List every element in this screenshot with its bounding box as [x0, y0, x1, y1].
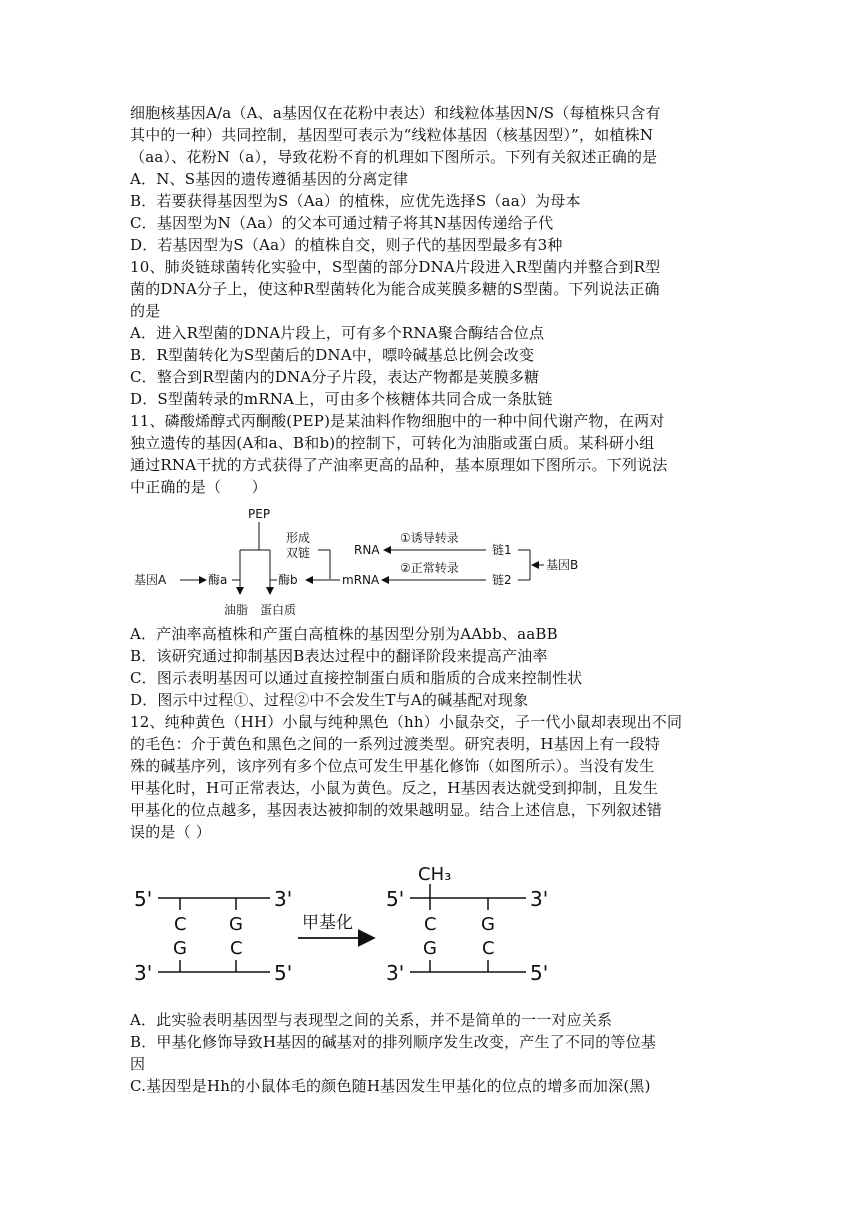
enzyme-b-label: 酶b [278, 573, 298, 587]
q11-option-a: A．产油率高植株和产蛋白高植株的基因型分别为AAbb、aaBB [130, 625, 558, 643]
right-bottom-g: G [423, 938, 437, 959]
protein-label: 蛋白质 [260, 603, 297, 617]
right-top-g: G [481, 914, 495, 935]
q9-option-b: B．若要获得基因型为S（Aa）的植株，应优先选择S（aa）为母本 [130, 192, 581, 210]
q10-option-b: B．R型菌转化为S型菌后的DNA中，嘌呤碱基总比例会改变 [130, 346, 535, 364]
q10-stem-line-2: 菌的DNA分子上，使这种R型菌转化为能合成荚膜多糖的S型菌。下列说法正确 [130, 280, 660, 298]
q9-stem-line-2: 其中的一种）共同控制，基因型可表示为“线粒体基因（核基因型）”，如植株N [130, 126, 654, 144]
q11-stem-line-3: 通过RNA干扰的方式获得了产油率更高的品种，基本原理如下图所示。下列说法 [130, 456, 668, 474]
step2-label: ②正常转录 [400, 561, 459, 575]
right-top-5prime: 5' [386, 887, 405, 911]
left-bottom-c: C [230, 938, 243, 959]
q12-option-b: B．甲基化修饰导致H基因的碱基对的排列顺序发生改变，产生了不同的等位基 [130, 1033, 657, 1051]
q11-stem-line-2: 独立遗传的基因(A和a、B和b)的控制下，可转化为油脂或蛋白质。某科研小组 [130, 434, 655, 452]
form-double-label-2: 双链 [286, 546, 311, 560]
methylation-diagram [128, 858, 568, 990]
q12-stem-line-1: 12、纯种黄色（HH）小鼠与纯种黑色（hh）小鼠杂交，子一代小鼠却表现出不同 [130, 713, 683, 731]
q11-option-b: B．该研究通过抑制基因B表达过程中的翻译阶段来提高产油率 [130, 647, 548, 665]
q10-stem-line-1: 10、肺炎链球菌转化实验中，S型菌的部分DNA片段进入R型菌内并整合到R型 [130, 258, 661, 276]
q11-option-c: C．图示表明基因可以通过直接控制蛋白质和脂质的合成来控制性状 [130, 669, 583, 687]
q9-stem-line-3: （aa）、花粉N（a），导致花粉不育的机理如下图所示。下列有关叙述正确的是 [130, 148, 658, 166]
left-top-g: G [229, 914, 243, 935]
left-top-3prime: 3' [274, 887, 293, 911]
q12-stem-line-5: 甲基化的位点越多，基因表达被抑制的效果越明显。结合上述信息，下列叙述错 [130, 801, 663, 819]
left-top-c: C [174, 914, 187, 935]
rna-label: RNA [354, 543, 380, 557]
left-bottom-5prime: 5' [274, 961, 293, 985]
chain1-label: 链1 [492, 543, 512, 557]
chain2-label: 链2 [492, 573, 512, 587]
right-bottom-c: C [482, 938, 495, 959]
q11-stem-line-1: 11、磷酸烯醇式丙酮酸(PEP)是某油料作物细胞中的一种中间代谢产物，在两对 [130, 412, 665, 430]
step1-label: ①诱导转录 [400, 531, 459, 545]
q10-option-d: D．S型菌转录的mRNA上，可由多个核糖体共同合成一条肽链 [130, 390, 553, 408]
left-bottom-3prime: 3' [134, 961, 153, 985]
right-bottom-5prime: 5' [530, 961, 549, 985]
right-top-3prime: 3' [530, 887, 549, 911]
methylation-label: 甲基化 [302, 913, 353, 933]
left-bottom-g: G [173, 938, 187, 959]
q12-stem-line-4: 甲基化时，H可正常表达，小鼠为黄色。反之，H基因表达就受到抑制，且发生 [130, 779, 659, 797]
form-double-label-1: 形成 [286, 531, 311, 545]
right-bottom-3prime: 3' [386, 961, 405, 985]
right-top-c: C [424, 914, 437, 935]
ch3-label: CH₃ [418, 864, 452, 885]
q12-stem-line-2: 的毛色：介于黄色和黑色之间的一系列过渡类型。研究表明，H基因上有一段特 [130, 735, 661, 753]
q10-option-c: C．整合到R型菌内的DNA分子片段，表达产物都是荚膜多糖 [130, 368, 540, 386]
q9-option-a: A．N、S基因的遗传遵循基因的分离定律 [130, 170, 409, 188]
q11-option-d: D．图示中过程①、过程②中不会发生T与A的碱基配对现象 [130, 691, 529, 709]
q12-option-a: A．此实验表明基因型与表现型之间的关系，并不是简单的一一对应关系 [130, 1011, 613, 1029]
gene-a-label: 基因A [134, 573, 167, 587]
oil-label: 油脂 [224, 603, 249, 617]
q9-stem-line-1: 细胞核基因A/a（A、a基因仅在花粉中表达）和线粒体基因N/S（每植株只含有 [130, 104, 661, 122]
q9-option-d: D．若基因型为S（Aa）的植株自交，则子代的基因型最多有3种 [130, 236, 563, 254]
q12-stem-line-3: 殊的碱基序列，该序列有多个位点可发生甲基化修饰（如图所示）。当没有发生 [130, 757, 655, 775]
gene-b-label: 基因B [546, 558, 579, 572]
mrna-label: mRNA [342, 573, 380, 587]
q11-stem-line-4: 中正确的是（ ） [130, 478, 267, 496]
q12-option-c: C.基因型是Hh的小鼠体毛的颜色随H基因发生甲基化的位点的增多而加深(黑) [130, 1077, 651, 1095]
pep-pathway-diagram [128, 504, 598, 622]
pep-label: PEP [248, 507, 271, 521]
q9-option-c: C．基因型为N（Aa）的父本可通过精子将其N基因传递给子代 [130, 214, 554, 232]
q12-option-b-cont: 因 [130, 1055, 146, 1073]
q10-stem-line-3: 的是 [130, 302, 161, 320]
q12-stem-line-6: 误的是（ ） [130, 823, 211, 841]
q10-option-a: A．进入R型菌的DNA片段上，可有多个RNA聚合酶结合位点 [130, 324, 545, 342]
left-top-5prime: 5' [134, 887, 153, 911]
enzyme-a-label: 酶a [208, 573, 228, 587]
